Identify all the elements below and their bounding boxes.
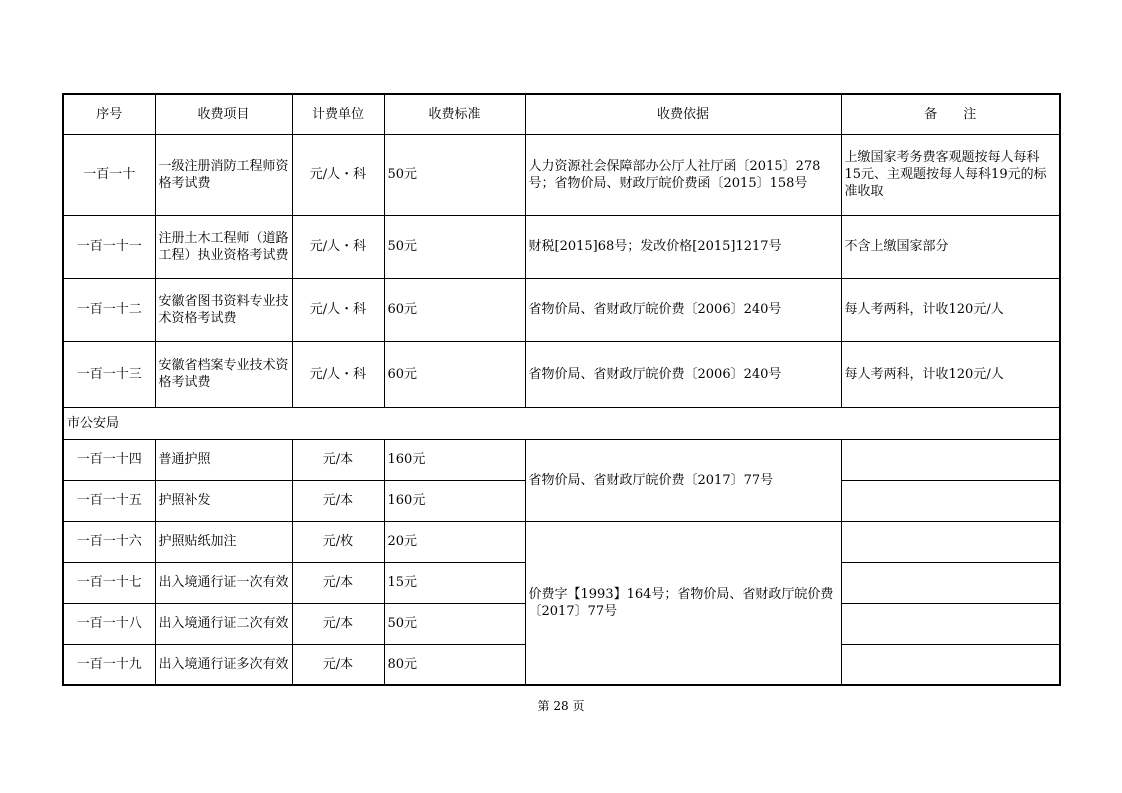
row-unit: 元/人・科 [292, 215, 384, 278]
row-basis: 财税[2015]68号；发改价格[2015]1217号 [525, 215, 841, 278]
row-standard: 20元 [384, 521, 525, 562]
col-header-unit: 计费单位 [292, 94, 384, 134]
col-header-standard: 收费标准 [384, 94, 525, 134]
row-remark [841, 521, 1060, 562]
fee-table [62, 93, 1061, 686]
section-title: 市公安局 [63, 407, 1060, 439]
header-row [63, 94, 1060, 134]
row-standard: 160元 [384, 480, 525, 521]
table-row [63, 439, 1060, 480]
row-item: 安徽省档案专业技术资格考试费 [155, 341, 292, 407]
row-item: 普通护照 [155, 439, 292, 480]
row-no: 一百一十六 [63, 521, 155, 562]
row-no: 一百一十七 [63, 562, 155, 603]
row-item: 注册土木工程师（道路工程）执业资格考试费 [155, 215, 292, 278]
row-remark: 不含上缴国家部分 [841, 215, 1060, 278]
table-row [63, 521, 1060, 562]
row-standard: 50元 [384, 134, 525, 215]
row-basis-group-b: 价费字【1993】164号；省物价局、省财政厅皖价费〔2017〕77号 [525, 521, 841, 685]
row-standard: 160元 [384, 439, 525, 480]
row-no: 一百一十 [63, 134, 155, 215]
row-unit: 元/本 [292, 644, 384, 685]
row-unit: 元/人・科 [292, 341, 384, 407]
row-unit: 元/人・科 [292, 134, 384, 215]
row-basis-group-a: 省物价局、省财政厅皖价费〔2017〕77号 [525, 439, 841, 521]
col-header-basis: 收费依据 [525, 94, 841, 134]
row-no: 一百一十二 [63, 278, 155, 341]
table-row [63, 134, 1060, 215]
table-row [63, 278, 1060, 341]
col-header-no: 序号 [63, 94, 155, 134]
row-remark [841, 480, 1060, 521]
row-unit: 元/本 [292, 439, 384, 480]
row-standard: 50元 [384, 603, 525, 644]
row-remark: 每人考两科，计收120元/人 [841, 341, 1060, 407]
row-basis: 省物价局、省财政厅皖价费〔2006〕240号 [525, 278, 841, 341]
row-standard: 50元 [384, 215, 525, 278]
row-unit: 元/人・科 [292, 278, 384, 341]
row-no: 一百一十四 [63, 439, 155, 480]
row-unit: 元/枚 [292, 521, 384, 562]
table-row [63, 341, 1060, 407]
row-basis: 省物价局、省财政厅皖价费〔2006〕240号 [525, 341, 841, 407]
row-item: 一级注册消防工程师资格考试费 [155, 134, 292, 215]
row-remark [841, 439, 1060, 480]
row-remark: 每人考两科，计收120元/人 [841, 278, 1060, 341]
row-remark [841, 644, 1060, 685]
row-remark [841, 562, 1060, 603]
row-basis: 人力资源社会保障部办公厅人社厅函〔2015〕278号；省物价局、财政厅皖价费函〔2015〕158号 [525, 134, 841, 215]
row-item: 出入境通行证一次有效 [155, 562, 292, 603]
row-item: 出入境通行证二次有效 [155, 603, 292, 644]
col-header-item: 收费项目 [155, 94, 292, 134]
row-remark [841, 603, 1060, 644]
row-no: 一百一十三 [63, 341, 155, 407]
table-row [63, 215, 1060, 278]
row-standard: 60元 [384, 278, 525, 341]
row-unit: 元/本 [292, 562, 384, 603]
section-row [63, 407, 1060, 439]
row-no: 一百一十九 [63, 644, 155, 685]
row-item: 出入境通行证多次有效 [155, 644, 292, 685]
row-no: 一百一十八 [63, 603, 155, 644]
row-no: 一百一十一 [63, 215, 155, 278]
row-no: 一百一十五 [63, 480, 155, 521]
row-unit: 元/本 [292, 480, 384, 521]
row-item: 护照补发 [155, 480, 292, 521]
row-unit: 元/本 [292, 603, 384, 644]
row-standard: 80元 [384, 644, 525, 685]
row-remark: 上缴国家考务费客观题按每人每科15元、主观题按每人每科19元的标准收取 [841, 134, 1060, 215]
row-item: 安徽省图书资料专业技术资格考试费 [155, 278, 292, 341]
page-number: 第 28 页 [537, 699, 585, 713]
row-standard: 60元 [384, 341, 525, 407]
row-standard: 15元 [384, 562, 525, 603]
col-header-remark: 备 注 [841, 94, 1060, 134]
row-item: 护照贴纸加注 [155, 521, 292, 562]
